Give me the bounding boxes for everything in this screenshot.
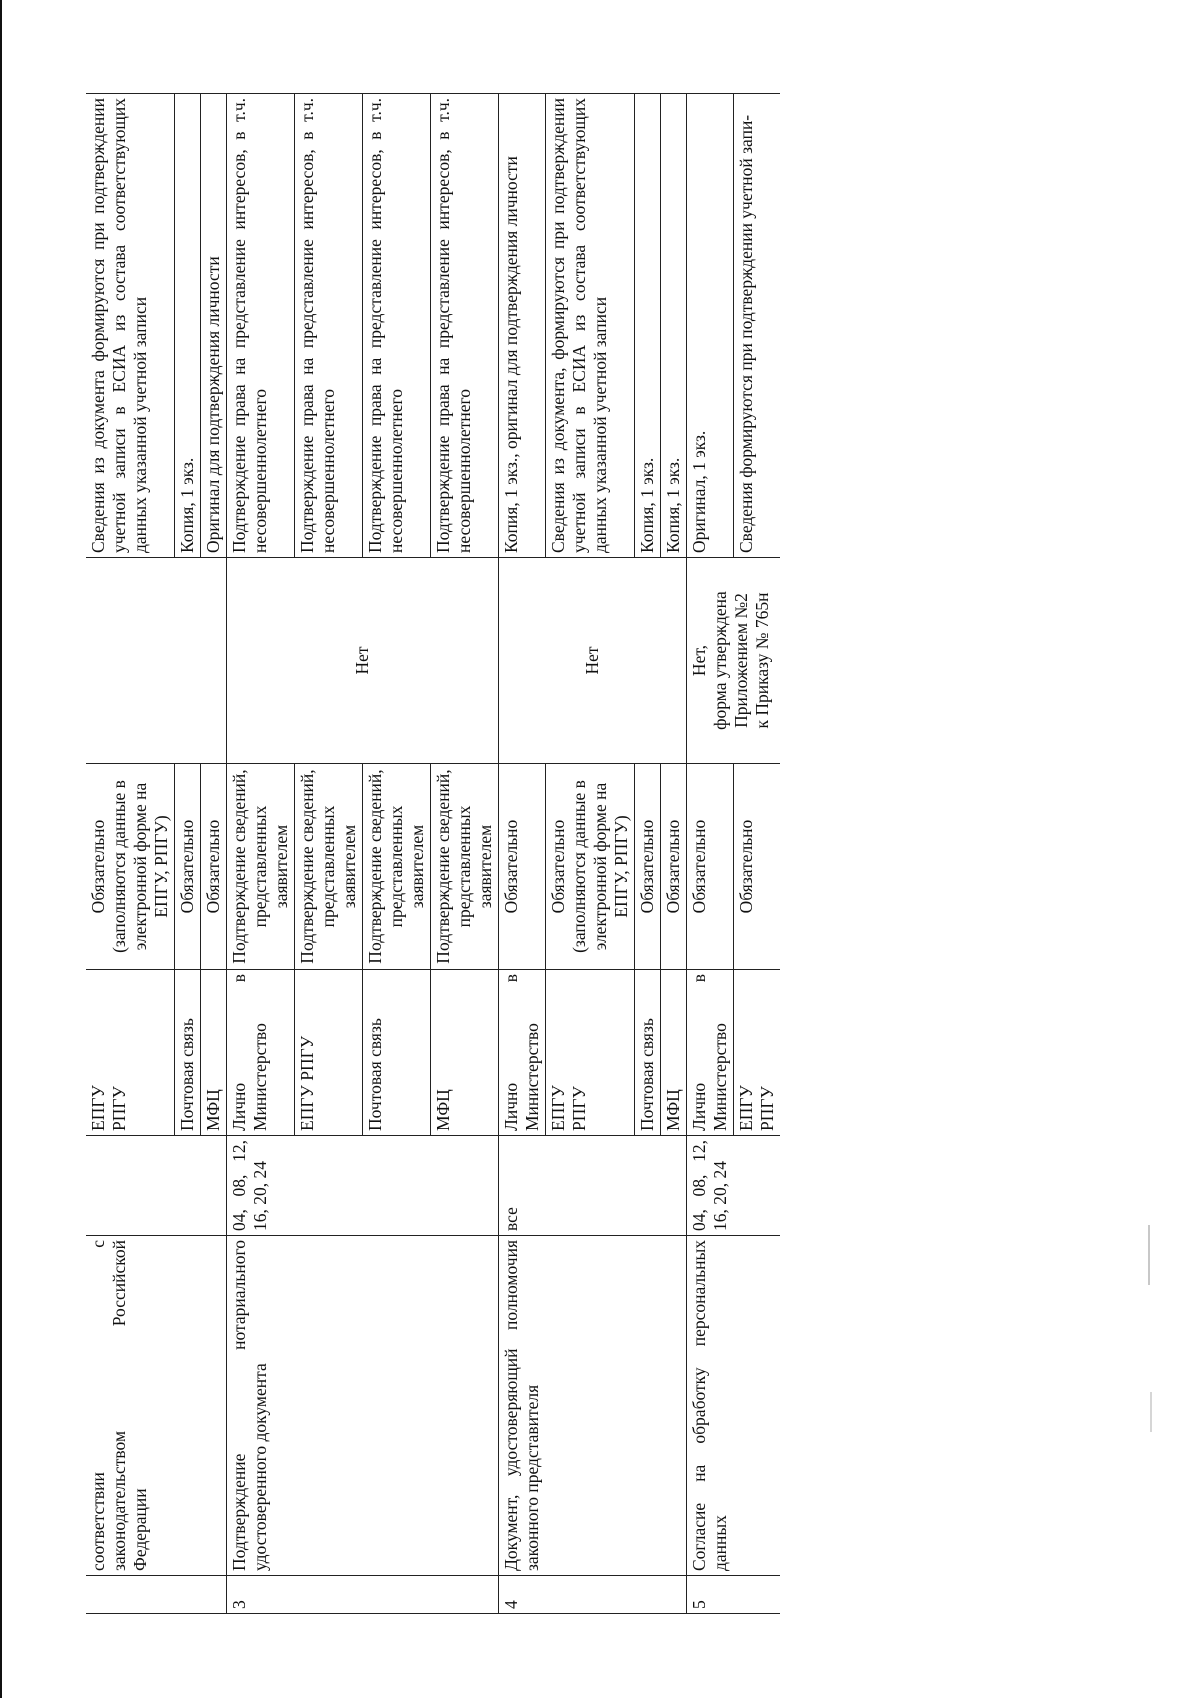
category-cell: все xyxy=(499,1136,687,1236)
template-cell xyxy=(86,558,227,764)
channel-line: РПГУ xyxy=(569,1086,589,1131)
note-cell: Сведения формируются при подтверждении учетной запи- xyxy=(734,94,781,558)
requirement-cell: Обязательно xyxy=(175,764,201,970)
category-cell: 04, 08, 12, 16, 20, 24 xyxy=(687,1136,781,1236)
channel-line: ЕПГУ xyxy=(548,1085,568,1131)
note-cell: Сведения из документа, формируются при подтверждении учетной записи в ЕСИА из состава соответствующих данных указанной учетной записи xyxy=(546,94,635,558)
document-name-cell xyxy=(86,1236,227,1576)
channel-cell: МФЦ xyxy=(661,970,687,1136)
note-cell: Оригинал для подтверждения личности xyxy=(201,94,227,558)
template-line: к Приказу № 765н xyxy=(752,592,772,729)
document-name-line: соответствии с xyxy=(88,1240,108,1571)
requirement-cell: Подтверждение сведений, представленных заявителем xyxy=(227,764,295,970)
table-row xyxy=(86,94,175,1614)
channel-cell: ЕПГУ РПГУ xyxy=(295,970,363,1136)
row-number-cell: 3 xyxy=(227,1576,499,1614)
channel-line: РПГУ xyxy=(757,1086,777,1131)
note-cell: Копия, 1 экз. xyxy=(175,94,201,558)
channel-cell xyxy=(546,970,635,1136)
requirement-cell: Обязательно xyxy=(687,764,734,970)
note-cell: Оригинал, 1 экз. xyxy=(687,94,734,558)
page-left-rule xyxy=(0,0,2,1698)
requirement-cell: Подтверждение сведений, представленных заявителем xyxy=(295,764,363,970)
requirement-cell: Обязательно (заполняются данные в электронной форме на ЕПГУ, РПГУ) xyxy=(546,764,635,970)
note-cell: Подтверждение права на представление интересов, в т.ч. несовершеннолетнего xyxy=(363,94,431,558)
document-name-cell: Документ, удостоверяющий полномочия законного представителя xyxy=(499,1236,687,1576)
row-number-cell: 4 xyxy=(499,1576,687,1614)
note-cell: Подтверждение права на представление интересов, в т.ч. несовершеннолетнего xyxy=(227,94,295,558)
requirement-cell: Обязательно xyxy=(734,764,781,970)
channel-cell: Почтовая связь xyxy=(635,970,661,1136)
table-row xyxy=(687,94,734,1614)
note-cell: Сведения из документа формируются при подтверждении учетной записи в ЕСИА из состава соответствующих данных указанной учетной записи xyxy=(86,94,175,558)
note-cell: Копия, 1 экз., оригинал для подтверждения личности xyxy=(499,94,546,558)
requirement-cell: Подтверждение сведений, представленных заявителем xyxy=(363,764,431,970)
requirement-cell: Обязательно xyxy=(499,764,546,970)
channel-cell: Лично в Министерство xyxy=(687,970,734,1136)
row-number-cell xyxy=(86,1576,227,1614)
channel-cell: Лично в Министерство xyxy=(499,970,546,1136)
note-cell: Подтверждение права на представление интересов, в т.ч. несовершеннолетнего xyxy=(295,94,363,558)
requirement-cell: Обязательно (заполняются данные в электронной форме на ЕПГУ, РПГУ) xyxy=(86,764,175,970)
category-cell: 04, 08, 12, 16, 20, 24 xyxy=(227,1136,499,1236)
document-name-cell: Подтверждение нотариального удостоверенного документа xyxy=(227,1236,499,1576)
channel-cell: МФЦ xyxy=(431,970,499,1136)
table-row xyxy=(499,94,546,1614)
note-cell: Копия, 1 экз. xyxy=(661,94,687,558)
channel-cell: Лично в Министерство xyxy=(227,970,295,1136)
document-name-cell: Согласие на обработку персональных данных xyxy=(687,1236,781,1576)
table-row xyxy=(227,94,295,1614)
rotated-page-content xyxy=(86,94,1086,1614)
scan-mark xyxy=(1148,1225,1150,1285)
channel-line: РПГУ xyxy=(109,1086,129,1131)
template-line: Приложением №2 xyxy=(731,593,751,728)
channel-line: ЕПГУ xyxy=(736,1085,756,1131)
requirement-cell: Обязательно xyxy=(201,764,227,970)
category-cell xyxy=(86,1136,227,1236)
channel-cell xyxy=(86,970,175,1136)
channel-cell: МФЦ xyxy=(201,970,227,1136)
channel-cell xyxy=(734,970,781,1136)
channel-cell: Почтовая связь xyxy=(175,970,201,1136)
requirement-cell: Обязательно xyxy=(635,764,661,970)
documents-table xyxy=(86,93,780,1614)
row-number-cell: 5 xyxy=(687,1576,781,1614)
template-cell: Нет xyxy=(499,558,687,764)
template-line: Нет, xyxy=(689,644,709,677)
note-cell: Копия, 1 экз. xyxy=(635,94,661,558)
template-line: форма утверждена xyxy=(710,591,730,730)
requirement-cell: Подтверждение сведений, представленных заявителем xyxy=(431,764,499,970)
document-name-line: Федерации xyxy=(130,1488,150,1571)
requirement-cell: Обязательно xyxy=(661,764,687,970)
template-cell: Нет xyxy=(227,558,499,764)
document-name-line: законодательством Российской xyxy=(109,1240,129,1571)
note-cell: Подтверждение права на представление интересов, в т.ч. несовершеннолетнего xyxy=(431,94,499,558)
channel-line: ЕПГУ xyxy=(88,1085,108,1131)
template-cell xyxy=(687,558,781,764)
channel-cell: Почтовая связь xyxy=(363,970,431,1136)
scan-mark xyxy=(1150,1392,1152,1432)
